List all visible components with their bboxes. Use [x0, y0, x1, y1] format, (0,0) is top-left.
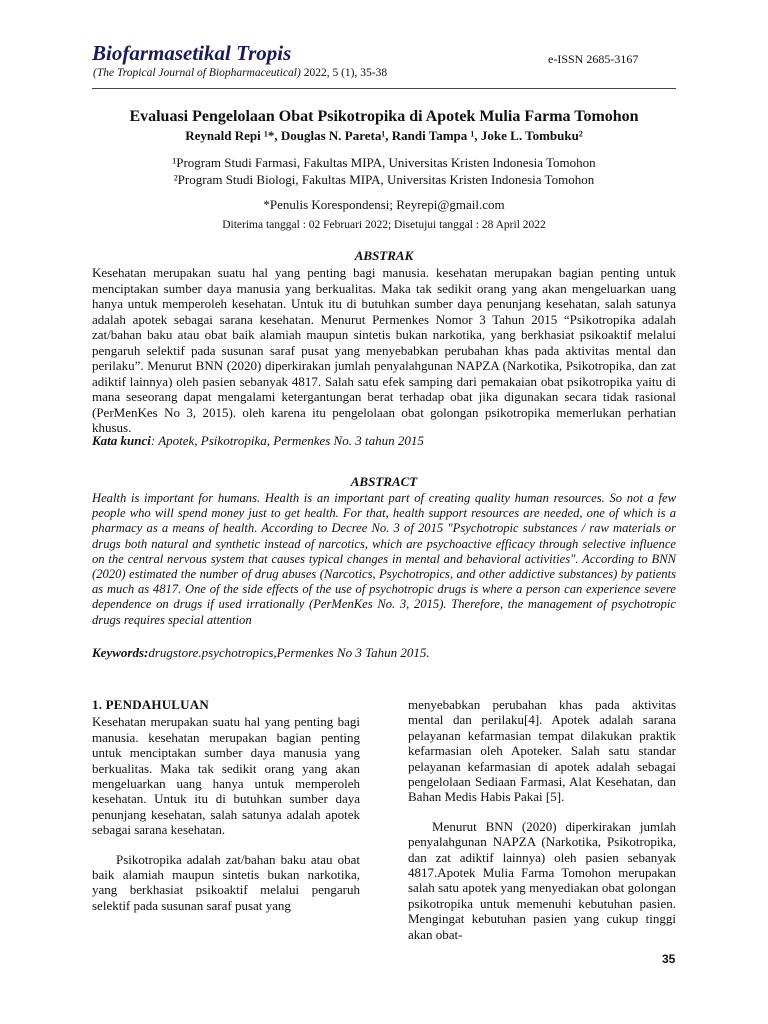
paragraph: menyebabkan perubahan khas pada aktivitas mental dan perilaku[4]. Apotek adalah sarana pelayanan kefarmasian tempat dilakukan praktik kefarmasian oleh Apoteker. Salah satu standar pelayanan kefarmasian di apotek adalah sebagai pengelolaan Sediaan Farmasi, Alat Kesehatan, dan Bahan Medis Habis Pakai [5]. — [408, 697, 676, 805]
paragraph: Psikotropika adalah zat/bahan baku atau obat baik alamiah maupun sintetis bukan narkotika, yang berkhasiat psikoaktif melalui pengaruh selektif pada susunan saraf pusat yang — [92, 851, 360, 913]
abstrak-body: Kesehatan merupakan suatu hal yang penting bagi manusia. kesehatan merupakan bagian penting untuk menciptakan sumber daya manusia yang berkualitas. Maka tak sedikit orang yang akan mengeluarkan uang hanya untuk memperoleh kesehatan. Untuk itu di butuhkan sumber daya penunjang kesehatan, salah satunya adalah apotek sebagai sarana kesehatan. Menurut Permenkes Nomor 3 Tahun 2015 “Psikotropika adalah zat/bahan baku atau obat baik alamiah maupun sintetis bukan narkotika, yang berkhasiat psikoaktif melalui pengaruh selektif pada susunan saraf pusat yang menyebabkan perubahan khas pada aktivitas mental dan perilaku”. Menurut BNN (2020) diperkirakan jumlah penyalahgunan NAPZA (Narkotika, Psikotropika, dan zat adiktif lainnya) oleh pasien sebanyak 4817. Salah satu efek samping dari pemakaian obat psikotropika yaitu di mana seseorang dapat mengalami ketergantungan berat terhadap obat jika digunakan secara tidak rasional (PerMenKes No 3, 2015). oleh karena itu pengelolaan obat golongan psikotropika memerlukan perhatian khusus. — [92, 265, 676, 435]
kata-kunci — [92, 433, 424, 449]
paper-title: Evaluasi Pengelolaan Obat Psikotropika di Apotek Mulia Farma Tomohon — [129, 108, 639, 125]
abstract-body: Health is important for humans. Health is an important part of creating quality human resources. So not a few people who will spend money just to get health. For that, health support resources are needed, one of which is a pharmacy as a means of health. According to Decree No. 3 of 2015 "Psychotropic substances / raw materials or drugs both natural and synthetic instead of narcotics, which are psychoactive efficacy through selective influence on the central nervous system that causes typical changes in mental and behavioral activities". According to BNN (2020) estimated the number of drug abuses (Narcotics, Psychotropics, and other addictive substances) by patients as much as 4817. One of the side effects of the use of psychotropic drugs is where a person can experience severe dependence on drugs if used irrationally (PerMenKes No. 3, 2015). Therefore, the management of psychotropic drugs requires special attention — [92, 491, 676, 627]
section-heading-pendahuluan: 1. PENDAHULUAN — [92, 697, 209, 712]
left-column — [92, 697, 360, 913]
journal-volume-pages: 2022, 5 (1), 35-38 — [300, 67, 388, 79]
journal-title: Biofarmasetikal Tropis — [92, 41, 292, 65]
issn: e-ISSN 2685-3167 — [548, 52, 639, 66]
keywords — [92, 645, 430, 661]
affiliation-2: ²Program Studi Biologi, Fakultas MIPA, Universitas Kristen Indonesia Tomohon — [173, 172, 595, 187]
paragraph: Menurut BNN (2020) diperkirakan jumlah penyalahgunan NAPZA (Narkotika, Psikotropika, dan zat adiktif lainnya) oleh pasien sebanyak 4817.Apotek Mulia Farma Tomohon merupakan salah satu apotek yang menyediakan obat golongan psikotropika untuk memenuhi kebutuhan pasien. Mengingat kebutuhan pasien yang cukup tinggi akan obat- — [408, 818, 676, 942]
affiliation-1: ¹Program Studi Farmasi, Fakultas MIPA, Universitas Kristen Indonesia Tomohon — [172, 155, 596, 170]
keywords-values: drugstore.psychotropics,Permenkes No 3 Tahun 2015. — [148, 645, 430, 660]
paragraph: Kesehatan merupakan suatu hal yang penting bagi manusia. kesehatan merupakan bagian penting untuk menciptakan sumber daya manusia yang berkualitas. Maka tak sedikit orang yang akan mengeluarkan uang hanya untuk memperoleh kesehatan. Untuk itu di butuhkan sumber daya penunjang kesehatan, salah satunya adalah apotek sebagai sarana kesehatan. — [92, 714, 360, 838]
journal-subtitle-italic: (The Tropical Journal of Biopharmaceutical) — [93, 67, 301, 79]
received-accepted-dates: Diterima tanggal : 02 Februari 2022; Disetujui tanggal : 28 April 2022 — [222, 219, 546, 231]
page-number: 35 — [662, 952, 676, 966]
kata-kunci-label: Kata kunci — [92, 433, 151, 448]
correspondence: *Penulis Korespondensi; Reyrepi@gmail.com — [263, 197, 505, 212]
keywords-label: Keywords: — [92, 645, 149, 660]
header-rule — [92, 88, 676, 89]
author-list: Reynald Repi ¹*, Douglas N. Pareta¹, Randi Tampa ¹, Joke L. Tombuku² — [185, 128, 583, 143]
right-column — [408, 697, 676, 942]
abstract-heading: ABSTRACT — [350, 474, 418, 489]
kata-kunci-values: : Apotek, Psikotropika, Permenkes No. 3 tahun 2015 — [150, 433, 424, 448]
journal-subtitle — [93, 67, 387, 79]
abstrak-heading: ABSTRAK — [354, 248, 414, 263]
